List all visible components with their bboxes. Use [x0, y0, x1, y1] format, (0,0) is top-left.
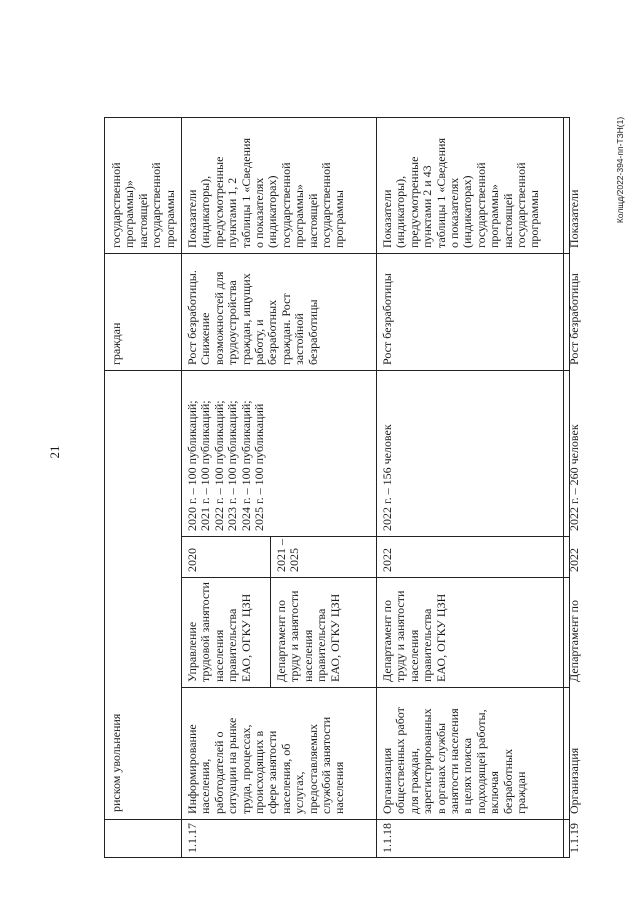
- row-number: 1.1.17: [185, 823, 199, 853]
- row-number: 1.1.19: [567, 823, 581, 853]
- measure-name-cell: Организация общественных работ для граждан, зарегистрированных в органах службы занятости населения в целях поиска подходящей работы, включая безработных граждан: [380, 707, 529, 814]
- measure-name-cell: Организация: [567, 747, 581, 814]
- years-cell: 2022: [380, 548, 394, 572]
- footer-code-text: Колщд/2022-394-пп-ТЗН(1): [615, 116, 625, 224]
- row-divider: [181, 117, 182, 858]
- continued-reason-cell: граждан: [109, 322, 123, 365]
- reason-cell: Рост безработицы. Снижение возможностей для трудоустройства граждан, ищущих работу, и безработных граждан. Рост застойной безработицы: [185, 270, 320, 365]
- result-cell: 2020 г. – 100 публикаций; 2021 г. – 100 публикаций; 2022 г. – 100 публикаций; 2023 г. – 100 публикаций; 2024 г. – 100 публикаций; 2025 г. – 100 публикаций: [185, 400, 267, 531]
- footer-code: [612, 0, 628, 905]
- result-cell: 2022 г. – 156 человек: [380, 424, 394, 531]
- row-divider: [376, 117, 377, 858]
- continued-link-cell: государственной программы)» настоящей государственной программы: [109, 162, 177, 248]
- column-divider: [104, 819, 570, 820]
- page-number: 21: [47, 445, 62, 459]
- row-divider: [563, 117, 564, 858]
- measure-name-cell: Информирование населения, работодателей о ситуации на рынке труда, процессах, происходящих в сфере занятости населения, об услугах, предоставляемых службой занятости населения: [185, 716, 347, 814]
- column-divider: [104, 370, 570, 371]
- years-cell: 2020: [185, 548, 199, 572]
- executor-cell: Департамент по труду и занятости населения правительства ЕАО, ОГКУ ЦЗН: [274, 590, 342, 682]
- executor-cell: Департамент по труду и занятости населения правительства ЕАО, ОГКУ ЦЗН: [380, 590, 448, 682]
- continued-name-cell: риском увольнения: [109, 713, 123, 812]
- column-divider: [104, 253, 570, 254]
- reason-cell: Рост безработицы: [567, 273, 581, 365]
- years-cell: 2022: [567, 548, 581, 572]
- reason-cell: Рост безработицы: [380, 273, 394, 365]
- indicator-link-cell: Показатели (индикаторы), предусмотренные пунктами 1, 2 таблицы 1 «Сведения о показателях (индикаторах) государственной программы» настоящей государственной программы: [185, 138, 347, 248]
- years-cell: 2021 – 2025: [274, 539, 302, 572]
- executor-cell: Департамент по: [567, 600, 581, 682]
- executor-cell: Управление трудовой занятости населения правительства ЕАО, ОГКУ ЦЗН: [185, 582, 253, 682]
- result-cell: 2022 г. – 260 человек: [567, 424, 581, 531]
- indicator-link-cell: Показатели: [567, 189, 581, 248]
- indicator-link-cell: Показатели (индикаторы), предусмотренные пунктами 2 и 43 таблицы 1 «Сведения о показателях (индикаторах) государственной программы» настоящей государственной программы: [380, 138, 542, 248]
- row-number: 1.1.18: [380, 823, 394, 853]
